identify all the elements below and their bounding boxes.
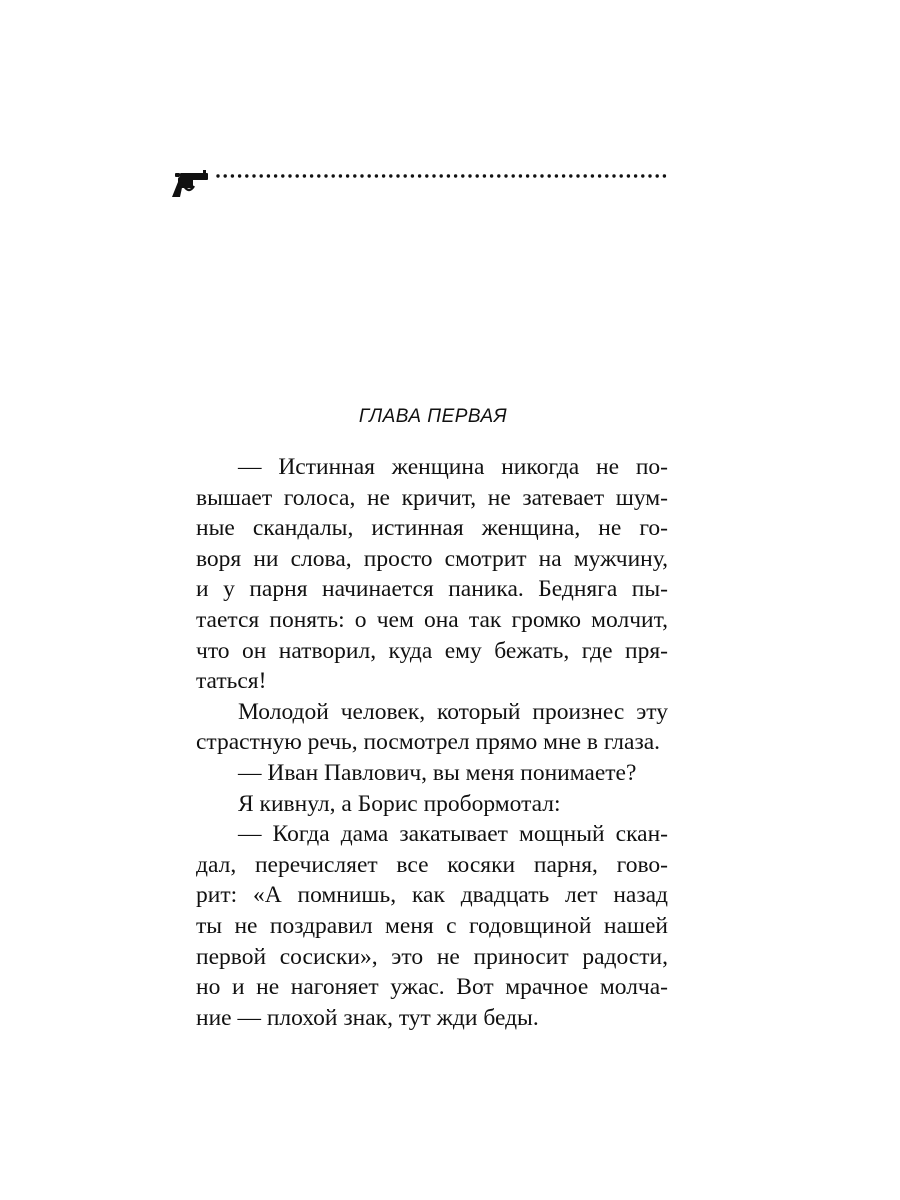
text-line: страстную речь, посмотрел прямо мне в глаза. (196, 729, 661, 756)
text-line: ные скандалы, истинная женщина, не го- (196, 515, 668, 542)
text-line: воря ни слова, просто смотрит на мужчину, (196, 545, 668, 572)
text-line: — Когда дама закатывает мощный скан- (238, 821, 668, 848)
ornament-svg (170, 168, 670, 200)
text-line: Я кивнул, а Борис пробормотал: (238, 790, 561, 817)
text-line: первой сосиски», это не приносит радости, (196, 943, 668, 970)
dotted-rule (216, 174, 666, 177)
text-line: дал, перечисляет все косяки парня, гово- (196, 851, 668, 878)
text-line: таться! (196, 668, 267, 695)
text-line: но и не нагоняет ужас. Вот мрачное молча- (196, 974, 668, 1001)
chapter-title: ГЛАВА ПЕРВАЯ (358, 406, 508, 427)
text-line: что он натворил, куда ему бежать, где пря- (196, 637, 668, 664)
text-line: рит: «А помнишь, как двадцать лет назад (196, 882, 668, 909)
chapter-ornament (170, 168, 670, 200)
text-line: — Иван Павлович, вы меня понимаете? (238, 759, 637, 786)
text-line: Молодой человек, который произнес эту (238, 698, 668, 725)
text-line: и у парня начинается паника. Бедняга пы- (196, 576, 668, 603)
text-line: — Истинная женщина никогда не по- (238, 454, 668, 480)
text-line: ты не поздравил меня с годовщиной нашей (196, 912, 668, 939)
text-line: ние — плохой знак, тут жди беды. (196, 1004, 539, 1031)
revolver-icon (172, 170, 208, 197)
body-text (196, 452, 668, 1033)
text-line: тается понять: о чем она так громко молчит, (196, 606, 668, 633)
text-line: вышает голоса, не кричит, не затевает шум- (196, 484, 668, 511)
